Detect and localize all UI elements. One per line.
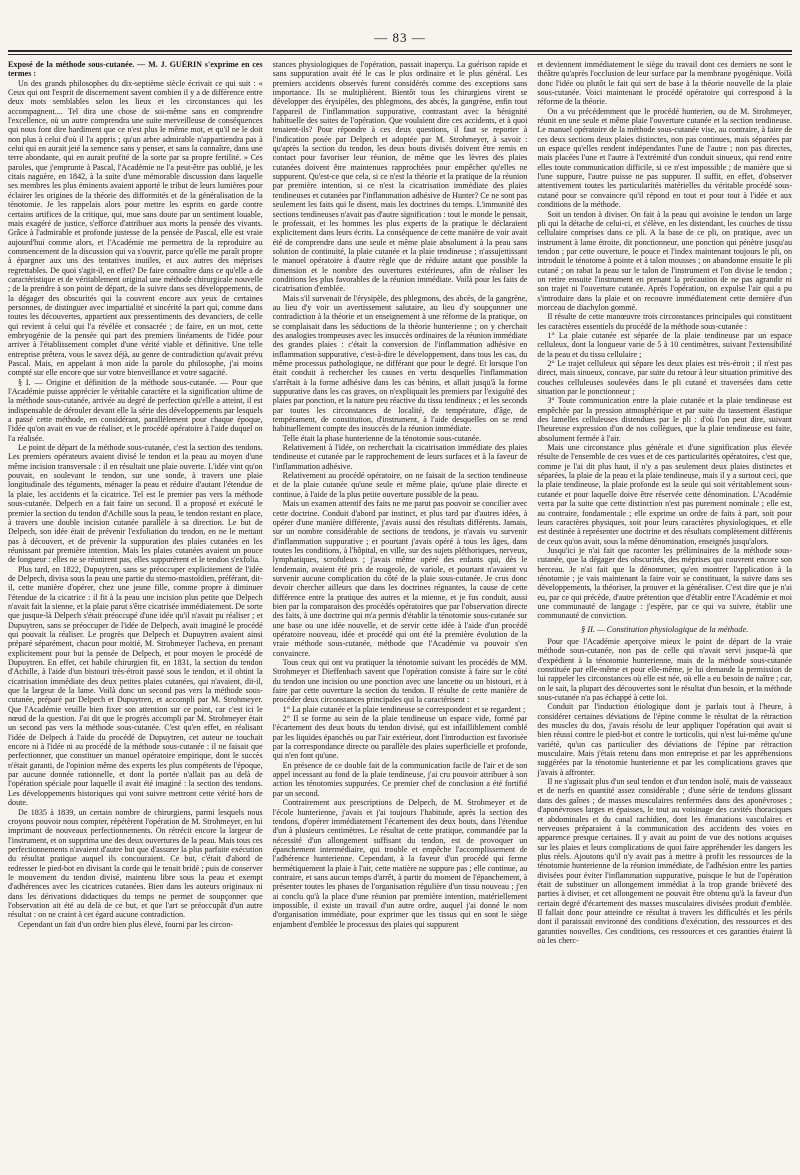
paragraph: On a vu précédemment que le procédé hunterien, ou de M. Strohmeyer, réunit en une seule et même plaie l'ouverture cutanée et la section tendineuse. Le manuel opératoire de la méthode sous-cutanée vise, au contraire, à faire de ces deux sections deux plaies distinctes, non pas continues, mais séparées par un espace qu'elles rendent indépendantes l'une de l'autre ; non pas directes, mais placées l'une et l'autre à l'extrémité d'un conduit sinueux, qui rend entre elles toute communication difficile, si ce n'est impossible ; de manière que si l'une suppure, l'autre puisse ne pas suppurer. Il suffit, en effet, d'observer attentivement toutes les particularités matérielles du véritable procédé sous-cutané pour se convaincre qu'il répond en tout et pour tout à l'idée et aux conditions de la méthode. xyxy=(537,106,793,210)
list-item: 1° La plaie cutanée et la plaie tendineuse se correspondent et se regardent ; xyxy=(282,704,526,714)
paragraph: Un des grands philosophes du dix-septième siècle écrivait ce qui suit : « Ceux qui ont l'esprit de discernement savent combien il y a de différence entre deux mots semblables selon les lieux et les circonstances qui les accompagnent.... Tel dira une chose de soi-même sans en comprendre l'excellence, où un autre comprendra une suite merveilleuse de conséquences qui nous font dire hardiment que ce n'est plus le même mot, et qu'il ne le doit non plus à celui d'où il l'a appris ; qu'un arbre admirable n'appartiendra pas à celui qui en aurait jeté la semence sans y penser, et sans la connaître, dans une terre abondante, qui en aurait profité de la sorte par sa propre fertilité. » Ces paroles, que j'emprunte à Pascal, l'Académie ne l'a peut-être pas oublié, je les citais naguère, en 1842, à la suite d'une mémorable discussion dans laquelle ses membres les plus éminents avaient apporté le tribut de leurs lumières pour éclairer les origines de la théorie des difformités et de la généralisation de la ténotomie. Je les rappelais alors pour mettre les esprits en garde contre certains artifices de la critique, qui, mue sans doute par un sentiment louable, mais exagéré de justice, s'efforce d'attribuer aux morts la pensée des vivants. Grâce à l'admirable et profonde justesse de la pensée de Pascal, elle est vraie aujourd'hui comme alors, et l'Académie me permettra de la reproduire au commencement de la discussion qui va s'ouvrir, parce qu'elle me paraît propre à épargner aux uns des tentatives inutiles, et aux autres des méprises regrettables. De quoi s'agit-il, en effet? De faire connaître dans ce qu'elle a de caractéristique et de véritablement original une méthode chirurgicale nouvelle ; de la prendre à son point de départ, de la suivre dans ses développements, de la dégager des obscurités qui la couvrent encore aux yeux de certaines personnes, de distinguer avec impartialité et sincérité la part qui, comme dans toutes les découvertes, appartient aux pressentiments des devanciers, de celle qui revient à celui qui l'a révélée et consacrée ; de faire, en un mot, cette embryogénie de la pensée qui part des premiers linéaments de l'idée pour arriver à l'établissement complet d'une vérité viable et définitive. Une telle entreprise prêtera, vous le savez déjà, au genre de contradiction qu'avait prévu Pascal. Mais, en appelant à mon aide la parole du philosophe, j'ai moins compté sur elle encore que sur votre bienveillance et votre sagacité. xyxy=(8,78,263,378)
paragraph: Plus tard, en 1822, Dupuytren, sans se préoccuper explicitement de l'idée de Delpech, divisa sous la peau une partie du sterno-mastoïdien, préférant, dit-il, cette manière d'opérer, chez une jeune fille, comme propre à diminuer l'étendue de la cicatrice : il fit à la peau une incision plus petite que Delpech n'avait fait la sienne, et la plaie parut s'être cicatrisée immédiatement. De sorte que jusque-là Delpech s'était préoccupé d'une idée qu'il n'avait pu réaliser ; et Dupuytren, sans se préoccuper de l'idée de Delpech, avait imaginé le procédé qui pouvait la réaliser. Le progrès que Delpech et Dupuytren avaient ainsi préparé séparément, chacun pour moitié, M. Strohmeyer l'acheva, en prenant explicitement pour but la pensée de Delpech, et pour moyen le procédé de Dupuytren. En effet, cet habile chirurgien fit, en 1831, la section du tendon d'Achille, à l'aide d'un bistouri très-étroit passé sous le tendon, et il obtint la cicatrisation immédiate des deux petites plaies cutanées, qui n'avaient, dit-il, que la largeur de la lame. Voilà donc un second pas vers la méthode sous-cutanée, préparé par Delpech et Dupuytren, et accompli par M. Strohmeyer. Que l'Académie veuille bien fixer son attention sur ce point, car c'est ici le nœud de la question. J'ai dit que le progrès accompli par M. Strohmeyer était un second pas vers la méthode sous-cutanée. C'est qu'en effet, en réalisant l'idée de Delpech à l'aide du procédé de Dupuytren, cet auteur ne touchait encore ni à l'idée ni au procédé de la méthode sous-cutanée : il ne faisait que perfectionner, que constituer un manuel opératoire empirique, dont le succès n'était garanti, de l'opinion même des experts les plus compétents de l'époque, par aucune donnée rationnelle, et dont la portée n'allait pas au delà de l'opération spéciale pour laquelle il avait été imaginé : la section des tendons. Les développements historiques qui vont suivre mettront cette vérité hors de doute. xyxy=(8,564,263,808)
article-heading: Exposé de la méthode sous-cutanée. — M. J. GUÉRIN s'exprime en ces termes : xyxy=(8,60,263,79)
header-rule-thin xyxy=(8,54,792,55)
paragraph: Cependant un fait d'un ordre bien plus élevé, fourni par les circon- xyxy=(18,919,233,929)
paragraph: Mais s'il survenait de l'érysipèle, des phlegmons, des abcès, de la gangrène, au lieu d'y voir un avertissement salutaire, au lieu d'y soupçonner une contradiction à la théorie et un enseignement à une réforme de la pratique, on se complaisait dans les séductions de la théorie hunterienne ; on y cherchait des analogies trompeuses avec les insuccès ordinaires de la réunion immédiate des grandes plaies : c'était la conversion de l'inflammation adhésive en inflammation suppurative, c'est-à-dire le développement, dans tous les cas, du même processus pathologique, ne différant que pour le degré. Et lorsque l'on était conduit à rechercher les causes en vertu desquelles l'inflammation s'arrêtait à la forme adhésive dans les cas bénins, et allait jusqu'à la forme suppurative dans les cas graves, on n'expliquait les premiers par l'exiguïté des plaies par ponction, et la nature peu réactive du tissu tendineux ; et les seconds par toutes les circonstances de localité, de température, d'âge, de tempérament, de constitution, d'instrument, à l'aide desquelles on se rend habituellement compte des insuccès de la réunion immédiate. xyxy=(272,293,528,434)
page-number: — 83 — xyxy=(374,30,426,45)
paragraph: Il résulte de cette manœuvre trois circonstances principales qui constituent les caractères essentiels du procédé de la méthode sous-cutanée : xyxy=(537,312,793,331)
paragraph: stances physiologiques de l'opération, passait inaperçu. La guérison rapide et sans suppuration avait été le cas le plus ordinaire et le plus général. Les premiers accidents observés furent considérés comme des exceptions sans importance. Ils se multiplièrent. Bientôt tous les chirurgiens virent se développer des érysipèles, des phlegmons, des abcès, la gangrène, enfin tout l'appareil de l'inflammation suppurative, contrastant avec la bénignité habituelle des suites de l'opération. Que voulaient dire ces accidents, et à quoi tenaient-ils? Pour répondre à ces deux questions, il faut se reporter à l'indication posée par Delpech et adoptée par M. Strohmeyer, à savoir : qu'après la section du tendon, les deux bouts divisés doivent être remis en contact pour favoriser leur réunion, de même que les lèvres des plaies cutanées doivent être maintenues rapprochées pour empêcher qu'elles ne suppurent. Qu'est-ce que cela, si ce n'est la théorie et la pratique de la réunion par première intention, si ce n'est la cicatrisation immédiate des plaies tendineuses et cutanées par l'inflammation adhésive de Hunter? Ce ne sont pas seulement les faits qui le disent, mais les doctrines du temps. L'immunité des sections tendineuses n'avait pas d'autre signification : tout le monde le pensait, le professait, et les hommes les plus experts de la pratique le déclaraient explicitement dans leurs écrits. La conséquence de cette manière de voir avait été de comprendre dans une seule et même plaie absolument à la peau sans solution de continuité, la plaie cutanée et la plaie tendineuse ; n'assujettissant le manuel opératoire à d'autre règle que de réduire autant que possible la dimension et le nombre des ouvertures extérieures, afin de réaliser les conditions les plus favorables de la réunion immédiate. Voilà pour les faits de cicatrisation d'emblée. xyxy=(272,60,528,294)
list-item: 2° Il se forme au sein de la plaie tendineuse un espace vide, formé par l'écartement des deux bouts du tendon divisé, qui est infailliblement comblé par les liquides épanchés ou par l'air extérieur, dont l'introduction est favorisée par la correspondance directe ou parallèle des plaies superficielle et profonde, qui n'en font qu'une. xyxy=(272,714,528,761)
column-1 xyxy=(8,60,263,1170)
paragraph: En présence de ce double fait de la communication facile de l'air et de son appel incessant au fond de la plaie tendineuse, j'ai cru pouvoir attribuer à son action les ténotomies suppurées. Ce premier chef de conclusion a été fortifié par un second. xyxy=(272,760,528,798)
paragraph: Relativement à l'idée, on recherchait la cicatrisation immédiate des plaies tendineuse et cutanée par le rapprochement de leurs surfaces et à la faveur de l'inflammation adhésive. xyxy=(272,443,528,471)
list-item: 2° Le trajet celluleux qui sépare les deux plaies est très-étroit ; il n'est pas direct, mais sinueux, concave, par suite du retour à leur situation primitive des couches celluleuses soulevées dans le pli cutané et traversées dans cette situation par le ponctionneur ; xyxy=(537,359,793,397)
paragraph: Le point de départ de la méthode sous-cutanée, c'est la section des tendons. Les premiers opérateurs avaient divisé le tendon et la peau au moyen d'une même incision transversale : il en résultait une plaie ouverte. L'idée vint qu'on pouvait, en soulevant le tendon, sur une sonde, à travers une plaie longitudinale des téguments, ménager la peau et réduire d'autant l'étendue de la plaie, les accidents et la cicatrice. Tel est le premier pas vers la méthode sous-cutanée. Delpech en a fait faire un second. Il a proposé et exécuté le premier la section du tendon d'Achille sous la peau, le tendon restant en place, à travers une double incision cutanée parallèle à sa direction. Le but de Delpech, son idée était de prévenir l'exfoliation du tendon, en ne le mettant pas à découvert, et de prévenir la suppuration des plaies cutanées en les réunissant par première intention. Mais les plaies cutanées avaient un pouce de longueur : elles ne se réunirent pas, elles suppurèrent et le tendon s'exfolia. xyxy=(8,443,263,565)
paragraph: Mais un examen attentif des faits ne me parut pas pouvoir se concilier avec cette doctrine. Conduit d'abord par instinct, et plus tard par d'autres idées, à opérer d'une manière différente, j'avais aussi des résultats différents. Jamais, sur un nombre considérable de sections de tendons, je n'avais vu survenir d'inflammation suppurative ; et pourtant j'avais opéré à tous les âges, dans toutes les conditions, à l'hôpital, en ville, sur des sujets pléthoriques, nerveux, lymphatiques, scrofuleux ; j'avais même opéré des enfants qui, dès le lendemain, avaient été pris de rougeole, de variole, et pourtant n'avaient vu survenir aucune complication du côté de la plaie sous-cutanée. Je crus donc devoir chercher ailleurs que dans les doctrines régnantes, la cause de cette différence entre la pratique des autres et la mienne, et je fus conduit, aussi bien par la comparaison des procédés opératoires que par l'observation directe des faits, à une doctrine qui m'a permis d'établir la ténotomie sous-cutanée sur une base ou une idée nouvelle, et de servir cette idée à l'aide d'un procédé opératoire nouveau, idée et procédé qui ont été la première évolution de la vraie méthode sous-cutanée, méthode que l'Académie va pouvoir s'en convaincre. xyxy=(272,499,528,658)
paragraph: Soit un tendon à diviser. On fait à la peau qui avoisine le tendon un large pli qui la détache de celui-ci, et s'élève, en les distendant, les couches de tissu cellulaire comprises dans ce pli. A la base de ce pli, on pratique, avec un instrument à lame étroite, dit ponctionneur, une ponction qui pénètre jusqu'au tendon ; par cette ouverture, le pouce et l'index maintenant toujours le pli, on introduit le ténotome à pointe et à talon mousses ; on abandonne ensuite le pli cutané ; on rabat la peau sur le talon de l'instrument et l'on divise le tendon ; on retire ensuite l'instrument en prenant la précaution de ne pas agrandir ni son trajet ni l'ouverture cutanée. Après l'opération, on expulse l'air qui a pu s'introduire dans la plaie et on recouvre immédiatement cette dernière d'un morceau de diachylon gommé. xyxy=(537,209,793,312)
column-3 xyxy=(537,60,792,1170)
paragraph: Jusqu'ici je n'ai fait que raconter les préliminaires de la méthode sous-cutanée, que la dégager des obscurités, des méprises qui couvrent encore son berceau. Je n'ai fait que la dénommer, qu'en montrer l'application à la ténotomie ; je vais maintenant la faire voir se constituant, la suivre dans ses développements, la théoriser, la prouver et la généraliser. C'est dire que je n'ai eu, par ce qui précède, d'autre prétention que d'établir entre l'Académie et moi une communauté de langage : j'espère, par ce qui va suivre, établir une communauté de conviction. xyxy=(537,545,793,621)
text-columns xyxy=(8,60,792,1170)
paragraph: et deviennent immédiatement le siège du travail dont ces derniers ne sont le théâtre qu'après l'occlusion de leur surface par la membrane pyogénique. Voilà donc l'idée ou plutôt le fait qui sert de base à la théorie nouvelle de la plaie sous-cutanée. Voici maintenant le procédé opératoire qui correspond à la réforme de la théorie. xyxy=(537,60,793,107)
paragraph: Contrairement aux prescriptions de Delpech, de M. Strohmeyer et de l'école hunterienne, j'avais et j'ai toujours l'habitude, après la section des tendons, d'opérer immédiatement l'écartement des deux bouts, dans l'étendue d'un à plusieurs centimètres. Le résultat de cette pratique, commandée par la nécessité d'un allongement suffisant du tendon, est de provoquer un épanchement intermédiaire, qui trouble et empêche l'accomplissement de l'adhérence hunterienne. Cependant, à la faveur d'un procédé qui ferme hermétiquement la plaie à l'air, cette matière ne suppure pas ; elle continue, au contraire, et sans aucun temps d'arrêt, à partir du moment de l'épanchement, à présenter toutes les phases de l'organisation régulière d'un tissu nouveau ; j'en ai conclu qu'à la place d'une réunion par première intention, matériellement impossible, il existe un travail d'un autre ordre, auquel j'ai donné le nom d'organisation immédiate, pour exprimer que les tissus qui en sont le siège enjambent d'emblée le processus des plaies qui suppurent xyxy=(272,798,528,929)
paragraph: Telle était la phase hunterienne de la ténotomie sous-cutanée. xyxy=(282,433,481,443)
paragraph: Relativement au procédé opératoire, on ne faisait de la section tendineuse et de la plaie cutanée qu'une seule et même plaie, qu'une plaie directe et continue, à l'aide de la plus petite ouverture possible de la peau. xyxy=(272,471,528,499)
paragraph: Pour que l'Académie aperçoive mieux le point de départ de la vraie méthode sous-cutanée, non pas de celle qui n'avait servi jusque-là que d'expédient à la ténotomie hunterienne, mais de la méthode sous-cutanée constituée par elle-même et pour elle-même, je lui demande la permission de lui rappeler les circonstances où elle est née, où elle a eu besoin de naître ; car, on le sait, la plupart des découvertes sont le résultat d'un besoin, et la méthode sous-cutanée n'a pas échappé à cette loi. xyxy=(537,636,793,703)
list-item: 3° Toute communication entre la plaie cutanée et la plaie tendineuse est empêchée par la pression atmosphérique et par suite du tassement élastique des lamelles celluleuses distendues par le pli : d'où l'on peut dire, suivant l'heureuse expression d'un de nos collègues, que la plaie tendineuse est faite, absolument fermée à l'air. xyxy=(537,396,793,443)
column-2 xyxy=(273,60,528,1170)
paragraph: Mais une circonstance plus générale et d'une signification plus élevée résulte de l'ensemble de ces vues et de ces particularités opératoires, c'est que, comme je l'ai dit plus haut, il n'y a pas seulement deux plaies distinctes et séparées, la plaie de la peau et la plaie tendineuse, mais il y a surtout ceci, que la plaie tendineuse, la plaie profonde est la seule qui soit véritablement sous-cutanée et pour laquelle doive être réservée cette dénomination. L'Académie verra par la suite que cette distinction n'est pas purement nominale ; elle est, au contraire, fondamentale ; elle exprime un ordre de faits à part, soit pour leurs caractères physiques, soit pour leurs caractères physiologiques, et elle est destinée à représenter une doctrine et des résultats complètement différents de ceux qu'on avait, sous la même dénomination, enseignés jusqu'alors. xyxy=(537,443,793,546)
paragraph: Conduit par l'induction étiologique dont je parlais tout à l'heure, à considérer certaines déviations de l'épine comme le résultat de la rétraction des muscles du dos, j'avais résolu de leur appliquer l'opération qui avait si bien réussi contre le pied-bot et contre le torticolis, qui n'est lui-même qu'une variété, qu'un cas particulier des déviations de l'épine par rétraction musculaire. Mais j'étais retenu dans mon entreprise et par les appréhensions suggérées par la ténotomie hunterienne et par les complications graves que j'avais à affronter. xyxy=(537,702,793,777)
header-rule xyxy=(8,50,792,52)
section-heading: § II. — Constitution physiologique de la méthode. xyxy=(581,624,749,634)
paragraph: Il ne s'agissait plus d'un seul tendon et d'un tendon isolé, mais de vaisseaux et de nerfs en quantité assez considérable ; d'une série de tendons glissant dans des gaînes ; de masses musculaires renfermées dans des aponévroses ; d'aponévroses larges et épaisses, le tout au voisinage des cavités thoraciques et abdominales et du canal rachidien, dont les émanations vasculaires et nerveuses préparaient à la communication des accidents des voies en apparence presque certaines. Il y avait au point de vue des notions acquises sur les plaies et leurs complications de quoi faire appréhender les dangers les plus réels. Ajoutons qu'il n'y avait pas à mettre à profit les ressources de la ténotomie hunterienne de la réunion immédiate, de l'adhésion entre les parties divisées pour éviter l'inflammation suppurative, puisque le but de l'opération était de substituer un allongement immédiat à la trop grande brièveté des parties à diviser, et cet allongement ne pouvait être obtenu qu'à la faveur d'un certain degré d'écartement des masses musculaires divisées produit d'emblée. Il fallait donc pour atteindre ce résultat à travers les difficultés et les périls dont il paraissait environné des conditions d'exécution, des ressources et des garanties nouvelles. Ces conditions, ces ressources et ces garanties étaient là où les cherc- xyxy=(537,777,793,945)
section-1-paragraph: § I. — Origine et définition de la méthode sous-cutanée. — Pour que l'Académie puisse apprécier le véritable caractère et la signification ultime de la méthode sous-cutanée, arrivée au degré de perfection qu'elle a atteint, il est indispensable de dérouler devant elle la série des développements par lesquels a passé cette méthode, en considérant, parallèlement pour chaque époque, l'idée qu'on avait en vue de réaliser, et le procédé opératoire à l'aide duquel on l'a réalisée. xyxy=(8,377,263,443)
paragraph: Tous ceux qui ont vu pratiquer la ténotomie suivant les procédés de MM. Strohmeyer et Dieffenbach savent que l'opération consiste à faire sur le côté du tendon une incision ou une ponction avec une lancette ou un bistouri, et à faire par cette ouverture la section du tendon. Il résulte de cette manière de procéder deux circonstances principales qui la caractérisent : xyxy=(272,658,528,705)
list-item: 1° La plaie cutanée est séparée de la plaie tendineuse par un espace celluleux, dont la longueur varie de 5 à 10 centimètres, suivant l'extensibilité de la peau et du tissu cellulaire ; xyxy=(537,330,793,359)
paragraph: De 1835 à 1839, un certain nombre de chirurgiens, parmi lesquels nous croyons pouvoir nous compter, répétèrent l'opération de M. Strohmeyer, en lui imprimant de nouveaux perfectionnements. On rétrécit encore la largeur de l'instrument, et on supprima une des deux ouvertures de la peau. Mais tous ces perfectionnements n'avaient d'autre but que d'assurer la plus parfaite exécution du résultat pratique auquel ils concouraient. Ce but, c'était d'abord de redresser le pied-bot en divisant la corde qui le tenait bridé ; puis de conserver le mouvement du tendon divisé, maintenu libre sous la peau et exempt d'adhérences avec les cicatrices cutanées. Bien dans les auteurs originaux ni dans les dérivations didactiques du temps ne permet de soupçonner que l'observation ait été au delà de ce but, et que l'art se préoccupât d'un autre résultat : on ne craint à cet égard aucune contradiction. xyxy=(8,807,263,920)
